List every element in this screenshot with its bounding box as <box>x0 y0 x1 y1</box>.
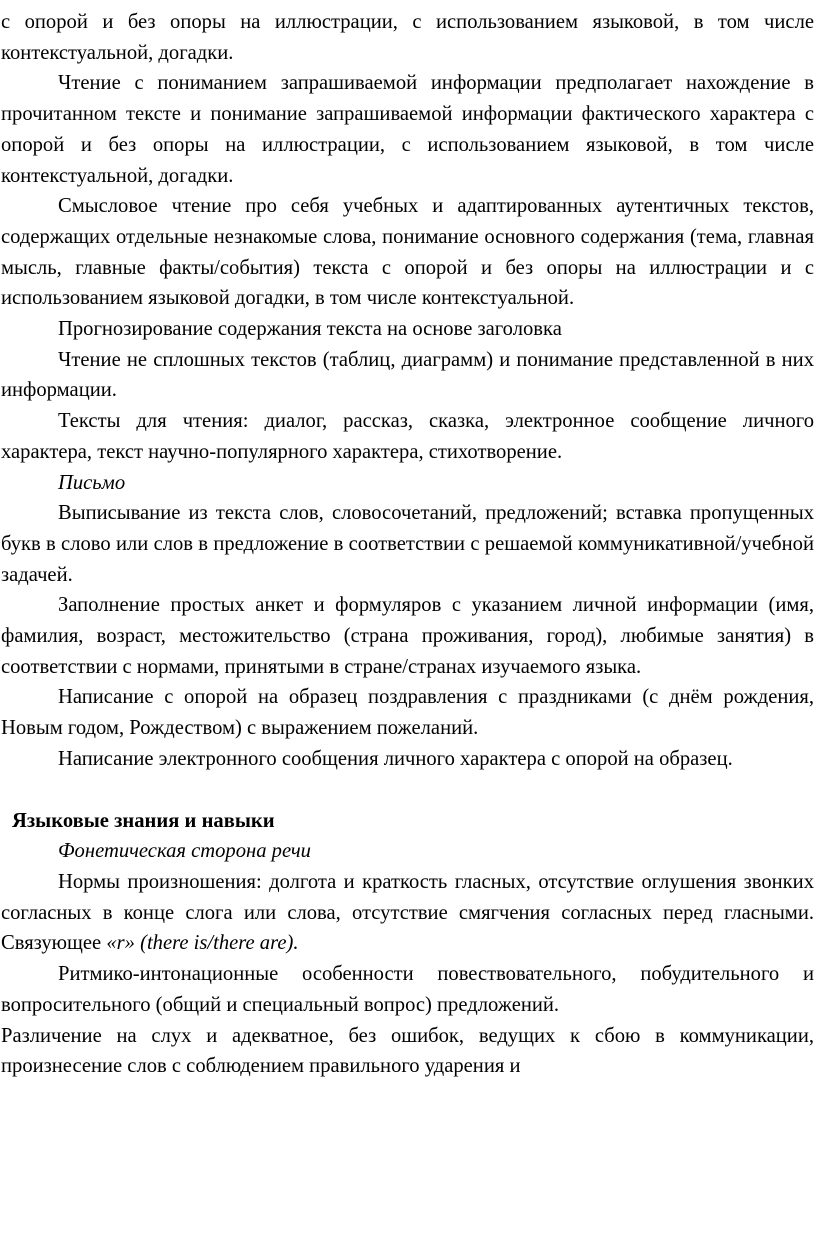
paragraph-noncontinuous-texts: Чтение не сплошных текстов (таблиц, диаграмм) и понимание представленной в них информации. <box>1 348 814 402</box>
paragraph-continuation: с опорой и без опоры на иллюстрации, с использованием языковой, в том числе контекстуальной, догадки. <box>1 11 814 64</box>
blank-line <box>1 775 814 806</box>
paragraph-discrimination: Различение на слух и адекватное, без ошибок, ведущих к сбою в коммуникации, произнесение слов с соблюдением правильного ударения и <box>1 1024 814 1078</box>
norms-text: Нормы произношения: долгота и краткость гласных, отсутствие оглушения звонких согласных в конце слога или слова, отсутствие смягчения согласных перед гласными. Связующее <box>1 870 814 955</box>
paragraph-rhythm-intonation: Ритмико-интонационные особенности повествовательного, побудительного и вопросительного (общий и специальный вопрос) предложений. <box>1 963 814 1016</box>
paragraph-text-types: Тексты для чтения: диалог, рассказ, сказка, электронное сообщение личного характера, текст научно-популярного характера, стихотворение. <box>1 410 814 463</box>
paragraph-silent-reading: Смысловое чтение про себя учебных и адаптированных аутентичных текстов, содержащих отдельные незнакомые слова, понимание основного содержания (тема, главная мысль, главные факты/события) текста с опорой и без опоры на иллюстрации и с использованием языковой догадки, в том числе контекстуальной. <box>1 195 814 310</box>
norms-italic-example: «r» (there is/there are). <box>106 932 299 955</box>
paragraph-greetings: Написание с опорой на образец поздравления с праздниками (с днём рождения, Новым годом, Рождеством) с выражением пожеланий. <box>1 686 814 740</box>
paragraph-copying: Выписывание из текста слов, словосочетаний, предложений; вставка пропущенных букв в слово или слов в предложение в соответствии с решаемой коммуникативной/учебной задачей. <box>1 502 814 586</box>
paragraph-email: Написание электронного сообщения личного характера с опорой на образец. <box>58 747 733 770</box>
writing-subheading: Письмо <box>58 471 126 494</box>
paragraph-reading-requested-info: Чтение с пониманием запрашиваемой информации предполагает нахождение в прочитанном тексте и понимание запрашиваемой информации фактического характера с опорой и без опоры на иллюстрации, с использованием языковой, в том числе контекстуальной, догадки. <box>1 72 814 187</box>
paragraph-forms: Заполнение простых анкет и формуляров с указанием личной информации (имя, фамилия, возраст, местожительство (страна проживания, город), любимые занятия) в соответствии с нормами, принятыми в стране/странах изучаемого языка. <box>1 594 814 678</box>
phonetic-subheading: Фонетическая сторона речи <box>58 840 311 863</box>
paragraph-pronunciation-norms <box>1 867 814 959</box>
section-heading: Языковые знания и навыки <box>12 809 275 832</box>
paragraph-forecasting: Прогнозирование содержания текста на основе заголовка <box>58 318 562 341</box>
